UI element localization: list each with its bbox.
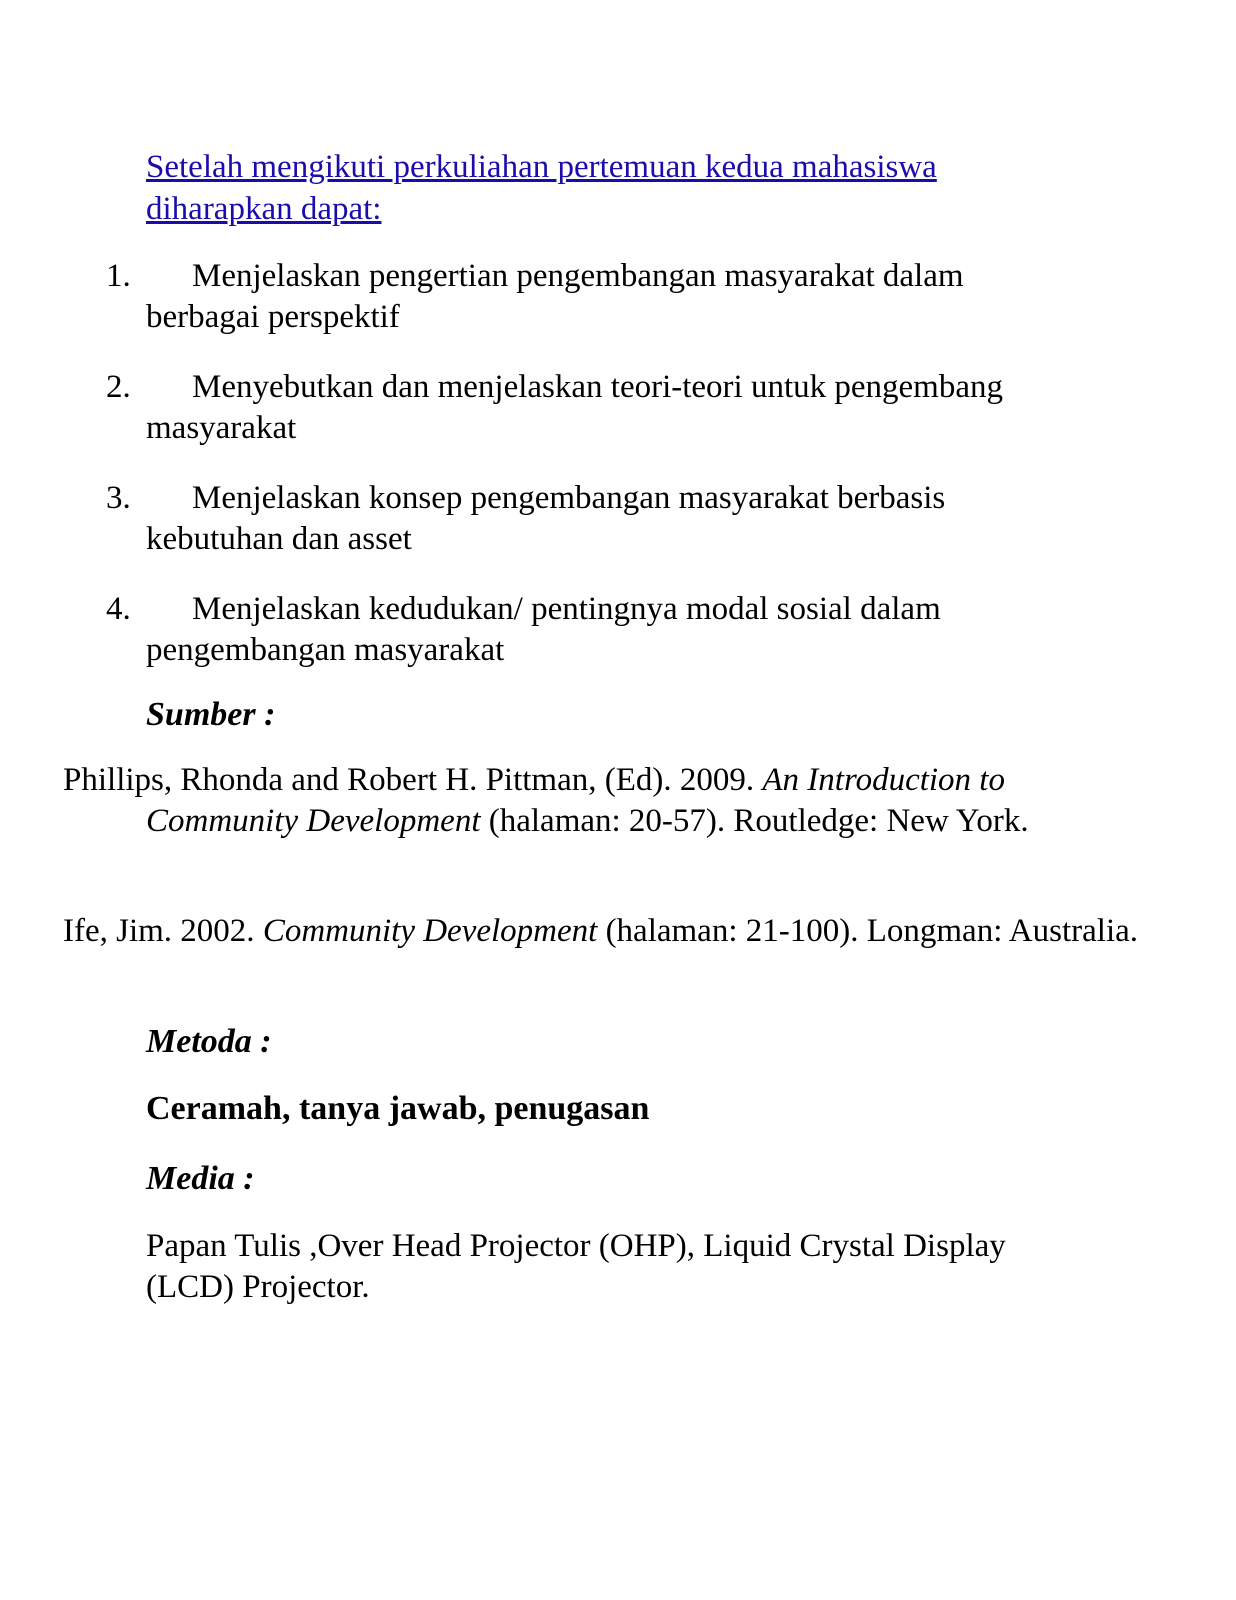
- list-number: 4.: [106, 591, 131, 627]
- media-text: Papan Tulis ,Over Head Projector (OHP), Liquid Crystal Display (LCD) Projector.: [146, 1228, 1006, 1305]
- list-item: [106, 478, 1096, 560]
- reference-details: (halaman: 20-57). Routledge: New York.: [480, 803, 1029, 839]
- list-text-first: Menjelaskan pengertian pengembangan masyarakat dalam: [192, 258, 964, 294]
- list-text-first: Menjelaskan konsep pengembangan masyarakat berbasis: [192, 480, 946, 516]
- intro-link[interactable]: Setelah mengikuti perkuliahan pertemuan kedua mahasiswa diharapkan dapat:: [146, 149, 937, 227]
- reference-ife: [63, 911, 1156, 952]
- list-text-rest: kebutuhan dan asset: [146, 521, 412, 557]
- reference-phillips: [63, 760, 1156, 842]
- list-item: [106, 256, 1096, 338]
- reference-author: Ife, Jim. 2002.: [63, 913, 263, 949]
- list-number: 1.: [106, 258, 131, 294]
- media-heading: Media :: [146, 1160, 255, 1197]
- metoda-heading: Metoda :: [146, 1023, 272, 1060]
- list-text-rest: berbagai perspektif: [146, 299, 400, 335]
- list-text-rest: masyarakat: [146, 410, 297, 446]
- reference-title: An Introduction to Community Development: [146, 762, 1005, 839]
- reference-title: Community Development: [262, 913, 598, 949]
- list-text-first: Menyebutkan dan menjelaskan teori-teori untuk pengembang: [192, 369, 1003, 405]
- reference-details: (halaman: 21-100). Longman: Australia.: [597, 913, 1139, 949]
- list-number: 3.: [106, 480, 131, 516]
- list-text-rest: pengembangan masyarakat: [146, 632, 505, 668]
- reference-author: Phillips, Rhonda and Robert H. Pittman, (Ed). 2009.: [63, 762, 763, 798]
- metoda-text: Ceramah, tanya jawab, penugasan: [146, 1090, 650, 1127]
- list-text-first: Menjelaskan kedudukan/ pentingnya modal sosial dalam: [192, 591, 941, 627]
- sumber-heading: Sumber :: [146, 696, 276, 733]
- list-number: 2.: [106, 369, 131, 405]
- list-item: [106, 367, 1096, 449]
- objectives-list: [106, 256, 1096, 700]
- list-item: [106, 589, 1096, 671]
